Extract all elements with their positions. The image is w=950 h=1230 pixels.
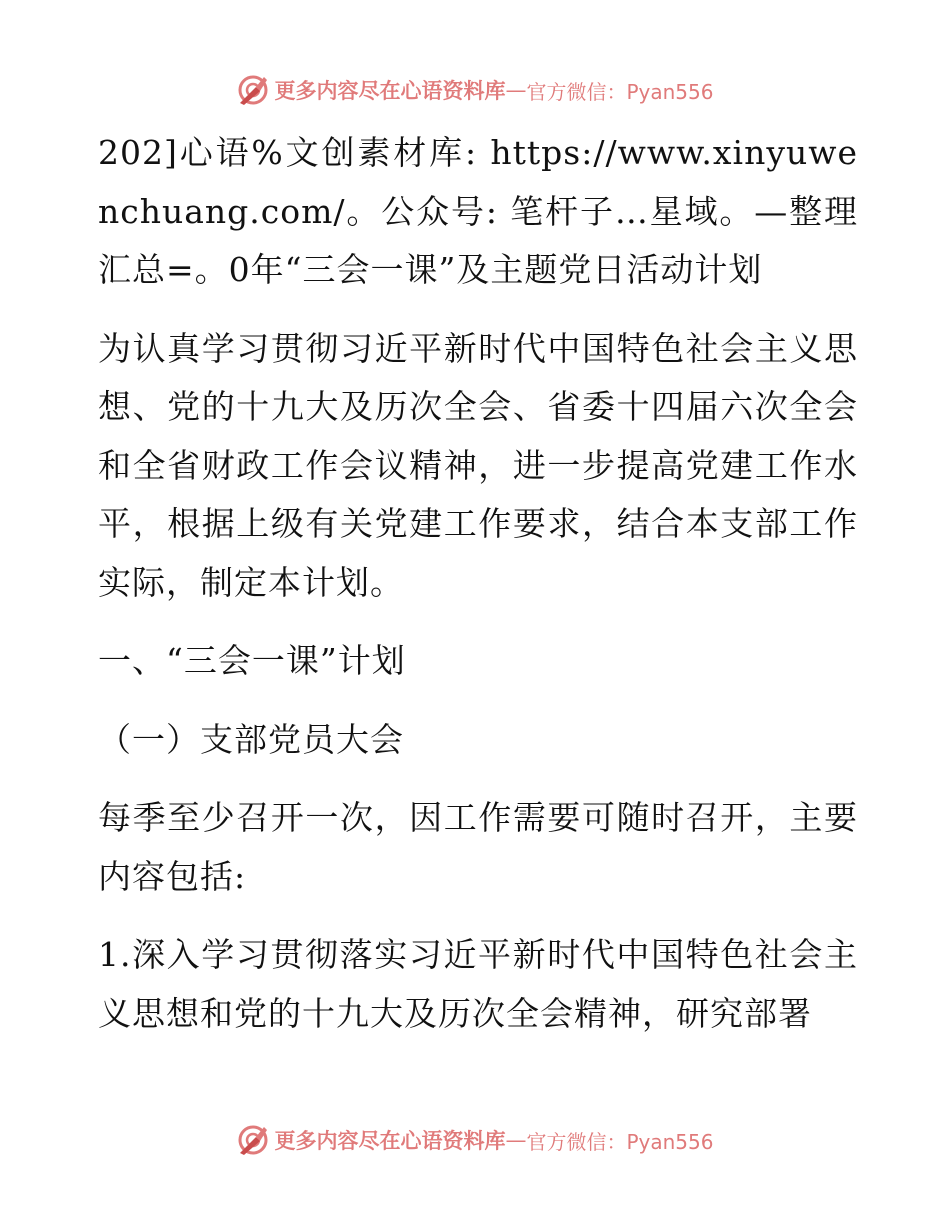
watermark-wechat-text: 官方微信：Pyan556 bbox=[526, 1129, 714, 1154]
document-body bbox=[98, 124, 858, 1043]
subsection-heading: （一）支部党员大会 bbox=[98, 719, 404, 759]
footer-watermark-banner bbox=[0, 1120, 950, 1160]
intro-paragraph: 202]心语%文创素材库: https://www.xinyuwenchuang.com/。公众号: 笔杆子…星域。—整理汇总=。0年“三会一课”及主题党日活动计划 bbox=[98, 133, 858, 289]
watermark-dash: — bbox=[505, 78, 527, 102]
item-one-paragraph: 1.深入学习贯彻落实习近平新时代中国特色社会主义思想和党的十九大及历次全会精神，研究部署 bbox=[98, 935, 858, 1033]
header-watermark-banner bbox=[0, 70, 950, 110]
pen-logo-icon bbox=[236, 1123, 270, 1157]
watermark-dash: — bbox=[505, 1128, 527, 1152]
section-heading: 一、“三会一课”计划 bbox=[98, 641, 406, 680]
watermark-wechat-text: 官方微信：Pyan556 bbox=[526, 79, 714, 104]
pen-logo-icon bbox=[236, 73, 270, 107]
frequency-paragraph: 每季至少召开一次，因工作需要可随时召开，主要内容包括: bbox=[98, 798, 858, 896]
watermark-main-text: 更多内容尽在心语资料库 bbox=[274, 79, 506, 103]
watermark-main-text: 更多内容尽在心语资料库 bbox=[274, 1129, 506, 1153]
purpose-paragraph: 为认真学习贯彻习近平新时代中国特色社会主义思想、党的十九大及历次全会、省委十四届六次全会和全省财政工作会议精神，进一步提高党建工作水平，根据上级有关党建工作要求，结合本支部工作实际，制定本计划。 bbox=[98, 328, 858, 602]
